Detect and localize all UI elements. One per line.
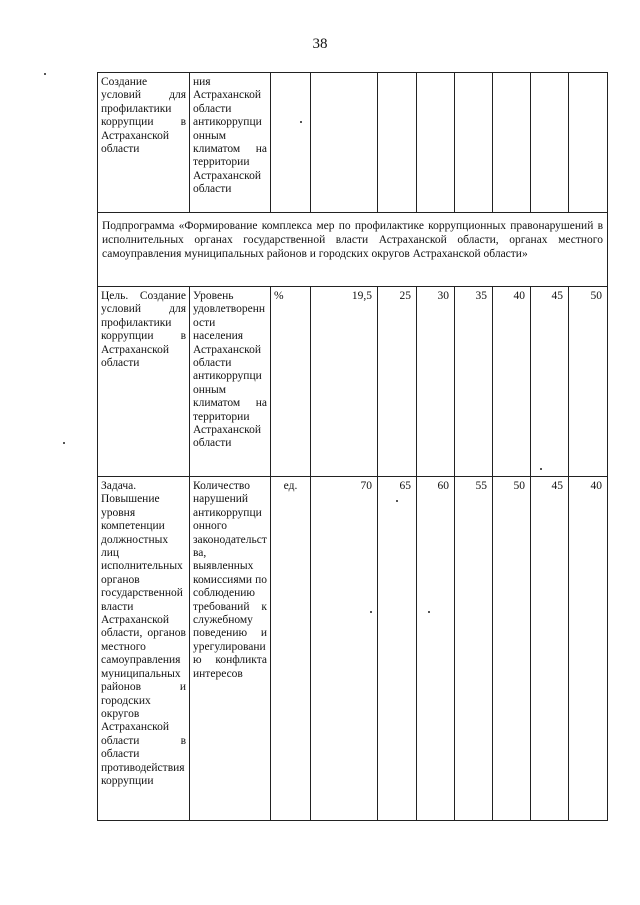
scan-speck — [300, 121, 302, 123]
value-cell: 65 — [378, 477, 417, 821]
value-cell — [569, 73, 608, 213]
value-cell: 50 — [493, 477, 531, 821]
subprogram-row — [98, 213, 608, 287]
scan-speck — [428, 611, 430, 613]
goal-cell: Создание условий для профилактики коррупции в Астраханской области — [98, 73, 190, 213]
scan-speck — [63, 442, 65, 444]
page-number: 38 — [312, 36, 328, 52]
value-cell — [417, 73, 455, 213]
value-cell: 45 — [531, 287, 569, 477]
value-cell: 35 — [455, 287, 493, 477]
value-cell: 40 — [493, 287, 531, 477]
scan-speck — [44, 73, 46, 75]
subprogram-title: Подпрограмма «Формирование комплекса мер по профилактике коррупционных правонарушений в исполнительных органах государственной власти Астраханской области, органах местного самоуправления муниципальных районов и городских округов Астраханской области» — [98, 213, 608, 287]
goal-cell: Цель. Создание условий для профилактики коррупции в Астраханской области — [98, 287, 190, 477]
value-cell — [493, 73, 531, 213]
value-cell: 70 — [311, 477, 378, 821]
scan-speck — [370, 611, 372, 613]
value-cell: 40 — [569, 477, 608, 821]
scan-speck — [396, 500, 398, 502]
unit-cell: % — [271, 287, 311, 477]
value-cell: 30 — [417, 287, 455, 477]
indicators-table — [97, 72, 608, 821]
unit-cell: ед. — [271, 477, 311, 821]
indicator-cell: Количество нарушений антикоррупционного законодательства, выявленных комиссиями по соблюдению требований к служебному поведению и урегулированию конфликта интересов — [190, 477, 271, 821]
unit-cell — [271, 73, 311, 213]
table-row-goal — [98, 287, 608, 477]
value-cell: 55 — [455, 477, 493, 821]
value-cell — [531, 73, 569, 213]
table-row-task — [98, 477, 608, 821]
value-cell: 45 — [531, 477, 569, 821]
goal-cell: Задача. Повышение уровня компетенции должностных лиц исполнительных органов государственной власти Астраханской области, органов местного самоуправления муниципальных районов и городских округов Астраханской области в области противодействия коррупции — [98, 477, 190, 821]
value-cell: 25 — [378, 287, 417, 477]
value-cell — [378, 73, 417, 213]
value-cell — [455, 73, 493, 213]
indicator-cell: Уровень удовлетворенности населения Астраханской области антикоррупционным климатом на территории Астраханской области — [190, 287, 271, 477]
scan-speck — [540, 468, 542, 470]
value-cell: 19,5 — [311, 287, 378, 477]
value-cell — [311, 73, 378, 213]
value-cell: 60 — [417, 477, 455, 821]
value-cell: 50 — [569, 287, 608, 477]
table-row-top — [98, 73, 608, 213]
indicator-cell: ния Астраханской области антикоррупционным климатом на территории Астраханской области — [190, 73, 271, 213]
